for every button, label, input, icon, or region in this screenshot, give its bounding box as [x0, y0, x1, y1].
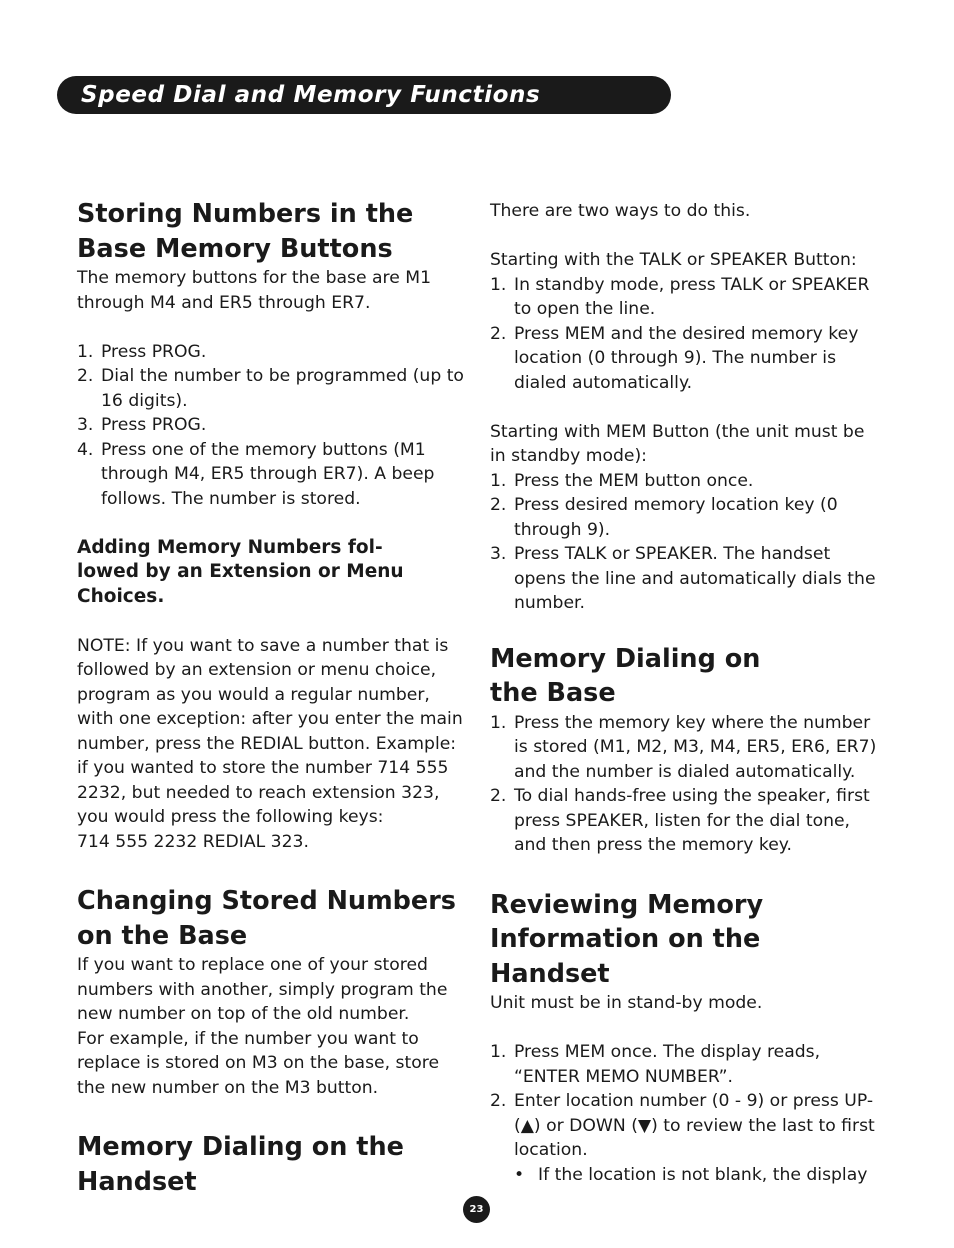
mem-button-steps: [490, 469, 882, 616]
list-item: 1. Press MEM once. The display reads, “ENTER MEMO NUMBER”.: [490, 1042, 821, 1087]
talk-speaker-steps: [490, 273, 882, 396]
storing-steps: [77, 340, 467, 512]
bullet-item: • If the location is not blank, the display: [490, 1163, 882, 1188]
right-column: [490, 199, 882, 1187]
list-item: 2. Press desired memory location key (0 through 9).: [490, 495, 838, 540]
list-item: 3. Press PROG.: [77, 415, 207, 435]
section-banner: [57, 76, 671, 114]
changing-paragraph-1: If you want to replace one of your stored numbers with another, simply program the new number on top of the old number.: [77, 955, 448, 1024]
list-item: 3. Press TALK or SPEAKER. The handset opens the line and automatically dials the number.: [490, 544, 876, 613]
list-item: 2. Enter location number (0 - 9) or press UP-(▲) or DOWN (▼) to review the last to first location.: [490, 1091, 875, 1160]
heading-adding-memory: Adding Memory Numbers fol-lowed by an Extension or Menu Choices.: [77, 536, 404, 607]
heading-memory-dialing-base: Memory Dialing on the Base: [490, 643, 761, 708]
bullet-dot: •: [514, 1164, 525, 1185]
changing-paragraph-2: For example, if the number you want to replace is stored on M3 on the base, store the new number on the M3 button.: [77, 1028, 440, 1098]
page-number: 23: [463, 1196, 490, 1223]
banner-title: Speed Dial and Memory Functions: [81, 82, 541, 108]
reviewing-intro: Unit must be in stand-by mode.: [490, 993, 763, 1013]
talk-speaker-lead: Starting with the TALK or SPEAKER Button:: [490, 250, 857, 270]
list-item: 2. To dial hands-free using the speaker, first press SPEAKER, listen for the dial tone, and then press the memory key.: [490, 786, 870, 855]
left-column: [77, 197, 467, 1199]
heading-storing-numbers: Storing Numbers in the Base Memory Buttons: [77, 199, 414, 264]
heading-reviewing-memory: Reviewing Memory Information on the Handset: [490, 889, 764, 989]
list-item: 1. Press the memory key where the number is stored (M1, M2, M3, M4, ER5, ER6, ER7) and the number is dialed automatically.: [490, 712, 877, 782]
mem-button-lead: Starting with MEM Button (the unit must be in standby mode):: [490, 421, 865, 466]
list-item: 4. Press one of the memory buttons (M1 through M4, ER5 through ER7). A beep follows. The number is stored.: [77, 439, 435, 509]
base-dialing-steps: [490, 711, 882, 858]
list-item: 1. Press PROG.: [77, 341, 207, 362]
heading-memory-dialing-handset: Memory Dialing on the Handset: [77, 1132, 404, 1197]
heading-changing-stored: Changing Stored Numbers on the Base: [77, 886, 456, 951]
reviewing-steps: [490, 1040, 882, 1163]
list-item: 2. Press MEM and the desired memory key location (0 through 9). The number is dialed automatically.: [490, 323, 859, 393]
right-intro: There are two ways to do this.: [490, 201, 751, 221]
note-paragraph: NOTE: If you want to save a number that is followed by an extension or menu choice, program as you would a regular number, with one exception: after you enter the main number, press the REDIAL button. Example: if you wanted to store the number 714 555 2232, but needed to reach extension 323, you would press the following keys:: [77, 635, 463, 827]
list-item: 1. Press the MEM button once.: [490, 470, 754, 491]
list-item: 1. In standby mode, press TALK or SPEAKER to open the line.: [490, 274, 870, 319]
example-keys: 714 555 2232 REDIAL 323.: [77, 831, 309, 852]
list-item: 2. Dial the number to be programmed (up to 16 digits).: [77, 366, 464, 411]
storing-intro: The memory buttons for the base are M1 through M4 and ER5 through ER7.: [77, 268, 432, 313]
